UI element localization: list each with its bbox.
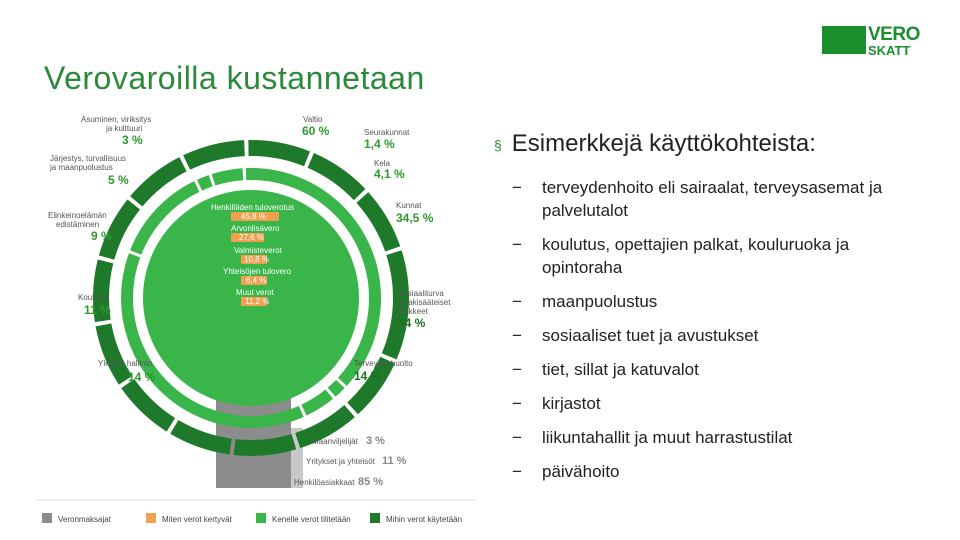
payer-pct-1: 3 % xyxy=(366,435,385,447)
legend-swatch-3 xyxy=(256,513,266,523)
tax-infographic xyxy=(36,108,476,532)
list-item-text: koulutus, opettajien palkat, kouluruoka ja opintoraha xyxy=(542,235,850,277)
logo-mark xyxy=(822,26,866,54)
inner-pct-1: 45,8 % xyxy=(241,212,266,221)
legend-label-4: Mihin verot käytetään xyxy=(386,515,463,524)
list-item xyxy=(512,358,934,381)
dash-icon: − xyxy=(512,178,522,197)
right-label-4: Kunnat xyxy=(396,201,422,210)
right-pct-1: 60 % xyxy=(302,124,330,138)
content-panel xyxy=(494,130,934,494)
legend xyxy=(42,513,462,524)
right-label-1: Valtio xyxy=(303,115,323,124)
right-label-6: Terveydenhuolto xyxy=(354,359,413,368)
legend-swatch-4 xyxy=(370,513,380,523)
vero-skatt-logo xyxy=(822,24,920,56)
inner-label-5: Muut verot xyxy=(236,288,274,297)
legend-label-3: Kenelle verot tilitetään xyxy=(272,515,351,524)
list-item-text: tiet, sillat ja katuvalot xyxy=(542,360,699,379)
right-pct-4: 34,5 % xyxy=(396,211,434,225)
right-pct-2: 1,4 % xyxy=(364,137,395,151)
payer-label-3: Henkilöasiakkaat xyxy=(294,478,355,487)
inner-pct-2: 27,6 % xyxy=(239,233,264,242)
usage-list xyxy=(512,176,934,483)
list-item xyxy=(512,233,934,279)
inner-label-2: Arvonlisävero xyxy=(231,224,280,233)
right-label-5a: Sosiaaliturva xyxy=(398,289,444,298)
payer-label-2: Yritykset ja yhteisöt xyxy=(306,457,375,466)
left-pct-1: 3 % xyxy=(122,133,143,147)
section-bullet-icon: § xyxy=(494,137,502,153)
inner-pct-3: 10,8 % xyxy=(244,255,269,264)
dash-icon: − xyxy=(512,292,522,311)
content-heading: Esimerkkejä käyttökohteista: xyxy=(511,130,816,157)
payer-label-1: Maanviljelijät xyxy=(312,437,358,446)
dash-icon: − xyxy=(512,235,522,254)
dash-icon: − xyxy=(512,326,522,345)
payer-pct-2: 11 % xyxy=(382,455,407,467)
payer-pct-3: 85 % xyxy=(358,476,384,488)
left-pct-4: 11 % xyxy=(84,303,111,317)
right-label-3: Kela xyxy=(374,159,391,168)
inner-pct-4: 6,4 % xyxy=(246,276,267,285)
left-label-5a: Yleinen hallinto xyxy=(98,359,153,368)
right-label-2: Seurakunnat xyxy=(364,128,410,137)
legend-label-1: Veronmaksajat xyxy=(58,515,111,524)
right-label-5b: ja lakisääteiset xyxy=(398,298,451,307)
right-label-5c: eläkkeet xyxy=(398,307,428,316)
logo-text-skatt: SKATT xyxy=(868,43,911,58)
list-item xyxy=(512,324,934,347)
list-item-text: liikuntahallit ja muut harrastustilat xyxy=(542,428,793,447)
content-heading-row xyxy=(494,130,934,158)
dash-icon: − xyxy=(512,428,522,447)
list-item-text: maanpuolustus xyxy=(542,292,658,311)
list-item xyxy=(512,460,934,483)
inner-label-3: Valmisteverot xyxy=(234,246,282,255)
list-item-text: terveydenhoito eli sairaalat, terveysasemat ja palvelutalot xyxy=(542,178,883,220)
list-item xyxy=(512,426,934,449)
list-item xyxy=(512,392,934,415)
list-item-text: kirjastot xyxy=(542,394,601,413)
left-label-4a: Koulutus xyxy=(78,293,110,302)
left-label-3b: edistäminen xyxy=(56,220,100,229)
logo-text-vero: VERO xyxy=(868,24,920,45)
left-pct-3: 9 % xyxy=(91,229,112,243)
inner-pct-5: 11,2 % xyxy=(245,297,270,306)
right-pct-6: 14 % xyxy=(354,369,382,383)
legend-swatch-2 xyxy=(146,513,156,523)
dash-icon: − xyxy=(512,360,522,379)
right-pct-5: 44 % xyxy=(398,316,426,330)
inner-label-1: Henkilöiden tuloverotus xyxy=(211,203,295,212)
legend-swatch-1 xyxy=(42,513,52,523)
left-pct-5: 14 % xyxy=(128,370,156,384)
list-item xyxy=(512,176,934,222)
left-pct-2: 5 % xyxy=(108,173,129,187)
dash-icon: − xyxy=(512,394,522,413)
list-item-text: sosiaaliset tuet ja avustukset xyxy=(542,326,759,345)
left-label-3a: Elinkeinoelämän xyxy=(48,211,107,220)
left-label-1b: ja kulttuuri xyxy=(106,124,143,133)
left-label-1a: Asuminen, viriksitys xyxy=(81,115,152,124)
dash-icon: − xyxy=(512,462,522,481)
slide-title: Verovaroilla kustannetaan xyxy=(44,60,425,96)
inner-label-4: Yhteisöjen tulovero xyxy=(223,267,292,276)
legend-label-2: Miten verot kertyvät xyxy=(162,515,232,524)
list-item xyxy=(512,290,934,313)
right-pct-3: 4,1 % xyxy=(374,167,405,181)
list-item-text: päivähoito xyxy=(542,462,620,481)
left-label-2a: Järjestys, turvallisuus xyxy=(50,154,127,163)
left-label-2b: ja maanpuolustus xyxy=(50,163,113,172)
